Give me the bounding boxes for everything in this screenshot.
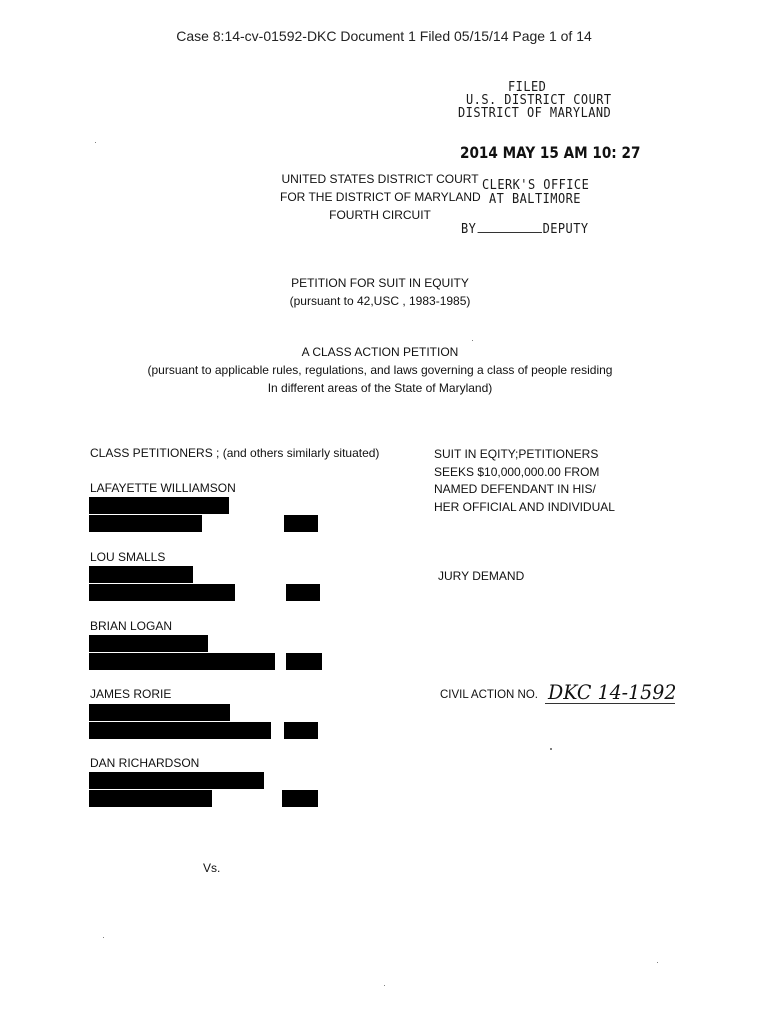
redaction-bar <box>89 772 264 789</box>
redaction-bar <box>89 497 229 514</box>
court-block <box>280 170 480 224</box>
redaction-bar <box>284 722 318 739</box>
redaction-bar <box>286 653 322 670</box>
class-action-block <box>60 343 700 397</box>
scan-speck <box>95 142 96 143</box>
stamp-by: BY <box>461 222 477 237</box>
scan-speck <box>472 340 473 341</box>
petitioner-name: BRIAN LOGAN <box>90 619 173 633</box>
redaction-bar <box>284 515 318 532</box>
petition-block <box>230 274 530 310</box>
class-action-line-1: (pursuant to applicable rules, regulations, and laws governing a class of people residing <box>147 363 613 377</box>
stamp-deputy: DEPUTY <box>542 222 589 237</box>
redaction-bar <box>89 653 275 670</box>
stamp-district: DISTRICT OF MARYLAND <box>458 106 612 121</box>
stamp-court: U.S. DISTRICT COURT <box>466 93 612 108</box>
suit-line-4: HER OFFICIAL AND INDIVIDUAL <box>434 499 615 514</box>
scan-speck <box>657 962 658 963</box>
scan-speck <box>550 748 552 750</box>
stamp-deputy-line <box>461 222 589 237</box>
stamp-datetime: 2014 MAY 15 AM 10: 27 <box>460 143 641 162</box>
suit-line-1: SUIT IN EQITY;PETITIONERS <box>434 447 599 461</box>
redaction-bar <box>89 566 193 583</box>
scan-speck <box>103 937 104 938</box>
petitioner-name: LAFAYETTE WILLIAMSON <box>90 481 236 495</box>
suit-block <box>434 446 615 516</box>
petition-title: PETITION FOR SUIT IN EQUITY <box>291 276 469 290</box>
redaction-bar <box>89 635 208 652</box>
redaction-bar <box>89 584 235 601</box>
court-line-3: FOURTH CIRCUIT <box>329 208 431 222</box>
redaction-bar <box>282 790 318 807</box>
redaction-bar <box>89 704 230 721</box>
civil-action-label: CIVIL ACTION NO. <box>440 689 538 701</box>
suit-line-2: SEEKS $10,000,000.00 FROM <box>434 464 600 479</box>
scan-speck <box>384 985 385 986</box>
versus: Vs. <box>203 861 221 875</box>
redaction-bar <box>89 722 271 739</box>
court-line-1: UNITED STATES DISTRICT COURT <box>281 172 479 186</box>
petitioners-heading: CLASS PETITIONERS ; (and others similarly situated) <box>90 446 380 460</box>
class-action-line-2: In different areas of the State of Maryland) <box>267 381 493 395</box>
petitioner-name: DAN RICHARDSON <box>90 756 200 770</box>
suit-line-3: NAMED DEFENDANT IN HIS/ <box>434 482 596 496</box>
signature-line <box>477 232 541 233</box>
class-action-title: A CLASS ACTION PETITION <box>301 345 459 359</box>
civil-action-number: DKC 14-1592 <box>548 680 677 704</box>
stamp-filed: FILED <box>508 80 547 95</box>
court-line-2: FOR THE DISTRICT OF MARYLAND <box>280 190 481 204</box>
petitioner-name: LOU SMALLS <box>90 550 166 564</box>
stamp-at-baltimore: AT BALTIMORE <box>489 192 581 207</box>
case-header: Case 8:14-cv-01592-DKC Document 1 Filed 05/15/14 Page 1 of 14 <box>176 28 592 44</box>
petition-subtitle: (pursuant to 42,USC , 1983-1985) <box>289 294 471 308</box>
jury-demand: JURY DEMAND <box>438 569 525 583</box>
redaction-bar <box>89 515 202 532</box>
stamp-clerk-office: CLERK'S OFFICE <box>482 178 590 193</box>
redaction-bar <box>89 790 212 807</box>
redaction-bar <box>286 584 320 601</box>
petitioner-name: JAMES RORIE <box>90 687 172 701</box>
